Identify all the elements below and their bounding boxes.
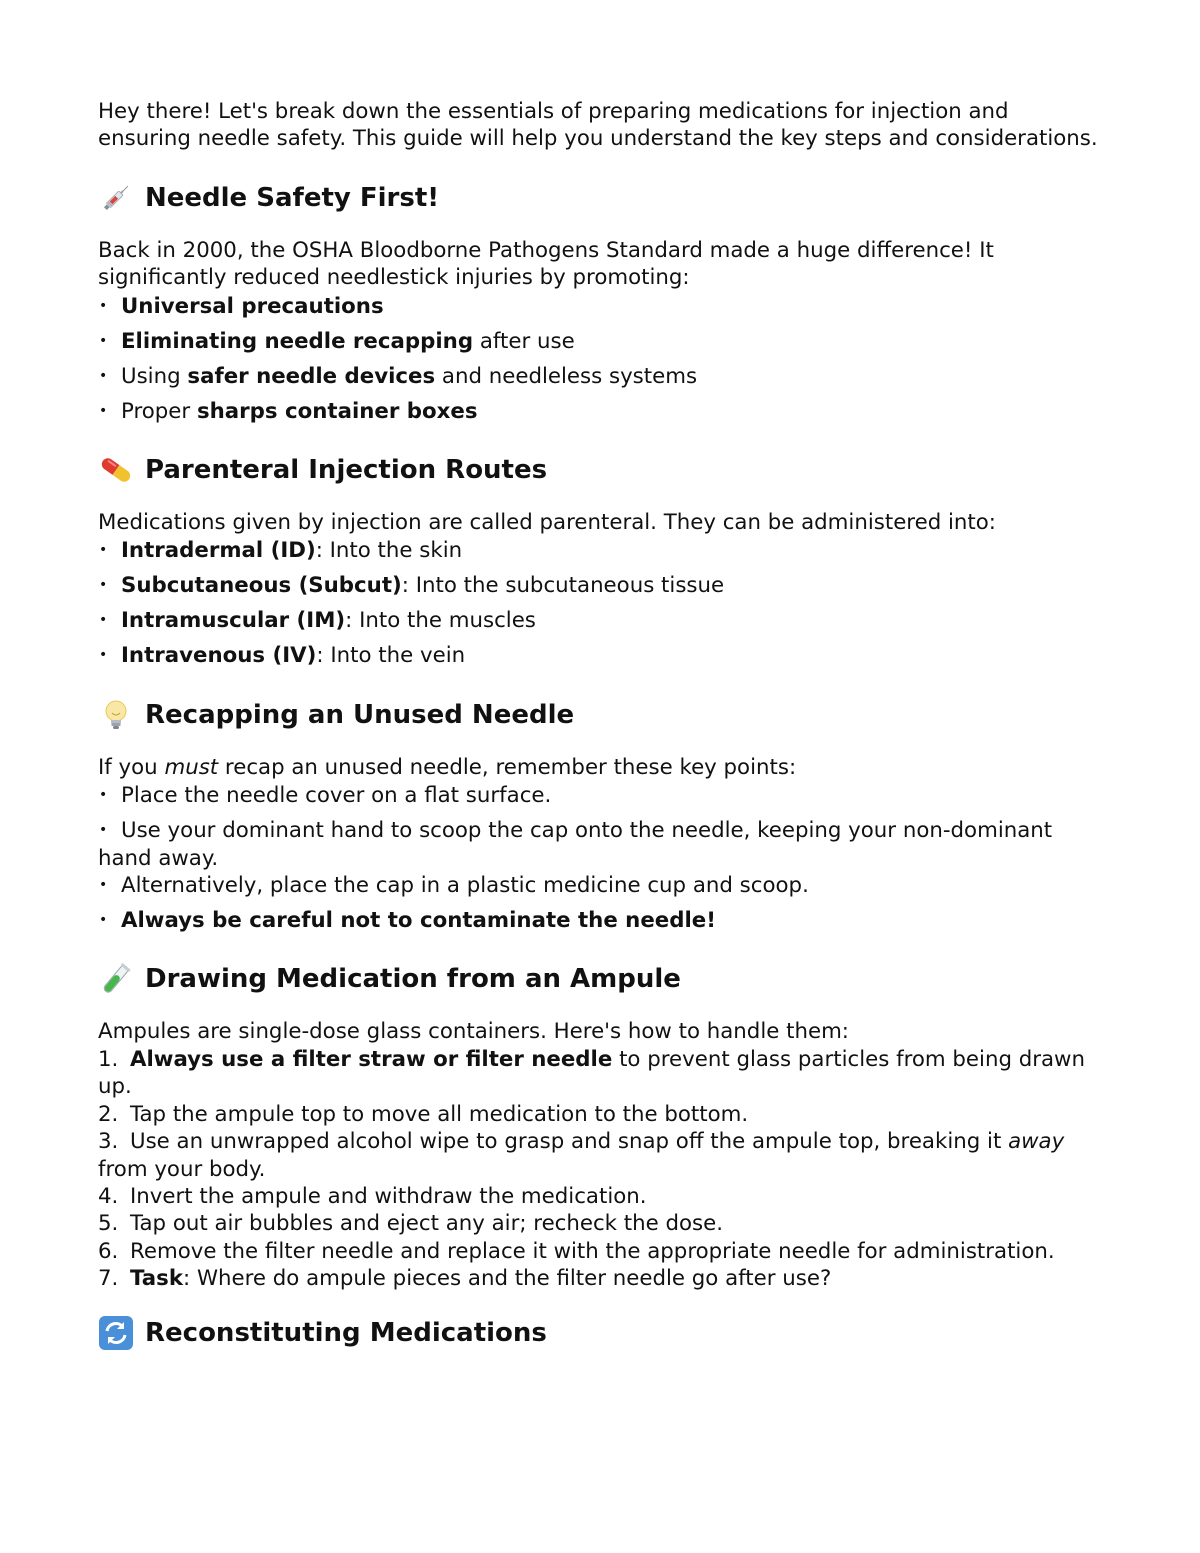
heading-recapping xyxy=(98,697,1098,733)
list-item: • Alternatively, place the cap in a plastic medicine cup and scoop. xyxy=(98,872,1098,899)
heading-routes xyxy=(98,452,1098,488)
heading-label: Recapping an Unused Needle xyxy=(145,699,575,730)
syringe-icon xyxy=(98,180,134,216)
list-item: • Place the needle cover on a flat surface. xyxy=(98,782,1098,809)
test-tube-icon xyxy=(98,961,134,997)
step-item: 5. Tap out air bubbles and eject any air; recheck the dose. xyxy=(98,1211,724,1237)
needle-safety-list xyxy=(98,293,1098,425)
step-item: 7. Task: Where do ampule pieces and the filter needle go after use? xyxy=(98,1266,832,1292)
list-item: • Intradermal (ID): Into the skin xyxy=(98,537,1098,564)
list-item: • Eliminating needle recapping after use xyxy=(98,328,1098,355)
section-lead: Ampules are single-dose glass containers. Here's how to handle them: xyxy=(98,1019,849,1045)
document-page xyxy=(98,98,1098,1351)
list-item: • Use your dominant hand to scoop the cap onto the needle, keeping your non-dominant hand away. xyxy=(98,817,1098,872)
refresh-arrows-icon xyxy=(98,1315,134,1351)
step-item: 4. Invert the ampule and withdraw the medication. xyxy=(98,1183,647,1209)
list-item: • Universal precautions xyxy=(98,293,1098,320)
routes-list xyxy=(98,537,1098,669)
heading-label: Reconstituting Medications xyxy=(145,1317,547,1348)
lightbulb-icon xyxy=(98,697,134,733)
list-item: • Always be careful not to contaminate the needle! xyxy=(98,907,1098,934)
list-item: • Using safer needle devices and needleless systems xyxy=(98,363,1098,390)
step-item: 6. Remove the filter needle and replace it with the appropriate needle for administration. xyxy=(98,1238,1055,1264)
heading-ampule xyxy=(98,961,1098,997)
heading-reconstituting xyxy=(98,1315,1098,1351)
recapping-list xyxy=(98,782,1098,934)
list-item: • Subcutaneous (Subcut): Into the subcutaneous tissue xyxy=(98,572,1098,599)
section-lead: Back in 2000, the OSHA Bloodborne Pathogens Standard made a huge difference! It significantly reduced needlestick injuries by promoting: xyxy=(98,237,994,291)
ampule-steps xyxy=(98,1046,1098,1293)
heading-label: Needle Safety First! xyxy=(145,182,440,213)
section-lead: If you must recap an unused needle, remember these key points: xyxy=(98,754,797,780)
section-lead: Medications given by injection are called parenteral. They can be administered into: xyxy=(98,510,996,536)
step-item: 2. Tap the ampule top to move all medication to the bottom. xyxy=(98,1101,749,1127)
step-item: 3. Use an unwrapped alcohol wipe to grasp and snap off the ampule top, breaking it away from your body. xyxy=(98,1129,1065,1182)
list-item: • Proper sharps container boxes xyxy=(98,398,1098,425)
list-item: • Intramuscular (IM): Into the muscles xyxy=(98,607,1098,634)
step-item: 1. Always use a filter straw or filter needle to prevent glass particles from being drawn up. xyxy=(98,1046,1085,1100)
heading-label: Drawing Medication from an Ampule xyxy=(145,964,681,995)
pill-icon xyxy=(98,452,134,488)
heading-needle-safety xyxy=(98,180,1098,216)
intro-paragraph: Hey there! Let's break down the essentials of preparing medications for injection and ensuring needle safety. This guide will help you understand the key steps and considerations. xyxy=(98,99,1098,152)
heading-label: Parenteral Injection Routes xyxy=(145,455,548,486)
list-item: • Intravenous (IV): Into the vein xyxy=(98,642,1098,669)
